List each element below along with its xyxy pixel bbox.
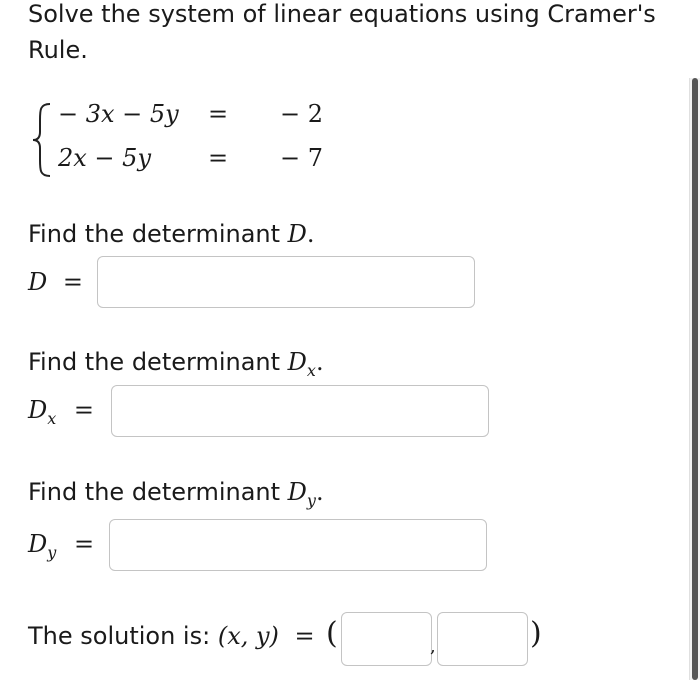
answer-1-equals: = <box>62 268 83 296</box>
solution-comma: , <box>430 636 436 657</box>
problem-line-1: Solve the system of linear equations using Cramer's <box>28 0 656 28</box>
problem-line-2: Rule. <box>28 36 88 64</box>
equation-row-2 <box>58 144 151 172</box>
equation-2-lhs: 2x − 5y <box>58 144 151 172</box>
question-2-period: . <box>315 348 324 376</box>
solution-close-paren: ) <box>530 616 542 651</box>
scrollbar-thumb[interactable] <box>692 78 698 680</box>
question-3-sub: y <box>306 490 316 510</box>
answer-label-d <box>28 268 83 296</box>
problem-statement <box>28 0 656 68</box>
answer-3-sub: y <box>47 542 57 562</box>
equation-1-relation: = <box>208 100 229 128</box>
question-2-text: Find the determinant <box>28 348 288 376</box>
question-1-symbol: D <box>287 220 307 248</box>
equation-2-rhs: − 7 <box>280 144 324 172</box>
equation-2-relation: = <box>208 144 229 172</box>
question-determinant-dx <box>28 348 324 380</box>
solution-pair: (x, y) <box>217 622 279 650</box>
left-brace-icon <box>30 102 56 178</box>
answer-label-dy <box>28 530 94 562</box>
determinant-dy-input[interactable] <box>109 519 487 571</box>
solution-open-paren: ( <box>326 616 338 651</box>
equation-system <box>30 100 350 180</box>
determinant-dx-input[interactable] <box>111 385 489 437</box>
solution-x-input[interactable] <box>341 612 432 666</box>
answer-2-sub: x <box>47 408 57 428</box>
equation-row-1 <box>58 100 179 128</box>
solution-line <box>28 622 315 650</box>
question-determinant-d <box>28 220 315 248</box>
equation-1-lhs: − 3x − 5y <box>58 100 179 128</box>
question-2-sub: x <box>306 360 316 380</box>
question-determinant-dy <box>28 478 324 510</box>
answer-2-equals: = <box>73 396 95 424</box>
question-3-symbol: D <box>287 478 307 506</box>
question-3-text: Find the determinant <box>28 478 288 506</box>
solution-equals: = <box>294 622 315 650</box>
equation-1-rhs: − 2 <box>280 100 324 128</box>
answer-3-label: D <box>28 530 48 558</box>
answer-label-dx <box>28 396 94 428</box>
answer-3-equals: = <box>73 530 95 558</box>
question-2-symbol: D <box>287 348 307 376</box>
question-3-period: . <box>315 478 324 506</box>
determinant-d-input[interactable] <box>97 256 475 308</box>
solution-y-input[interactable] <box>437 612 528 666</box>
answer-1-label: D <box>28 268 48 296</box>
solution-text: The solution is: <box>28 622 218 650</box>
question-1-period: . <box>306 220 315 248</box>
question-1-text: Find the determinant <box>28 220 288 248</box>
answer-2-label: D <box>28 396 48 424</box>
